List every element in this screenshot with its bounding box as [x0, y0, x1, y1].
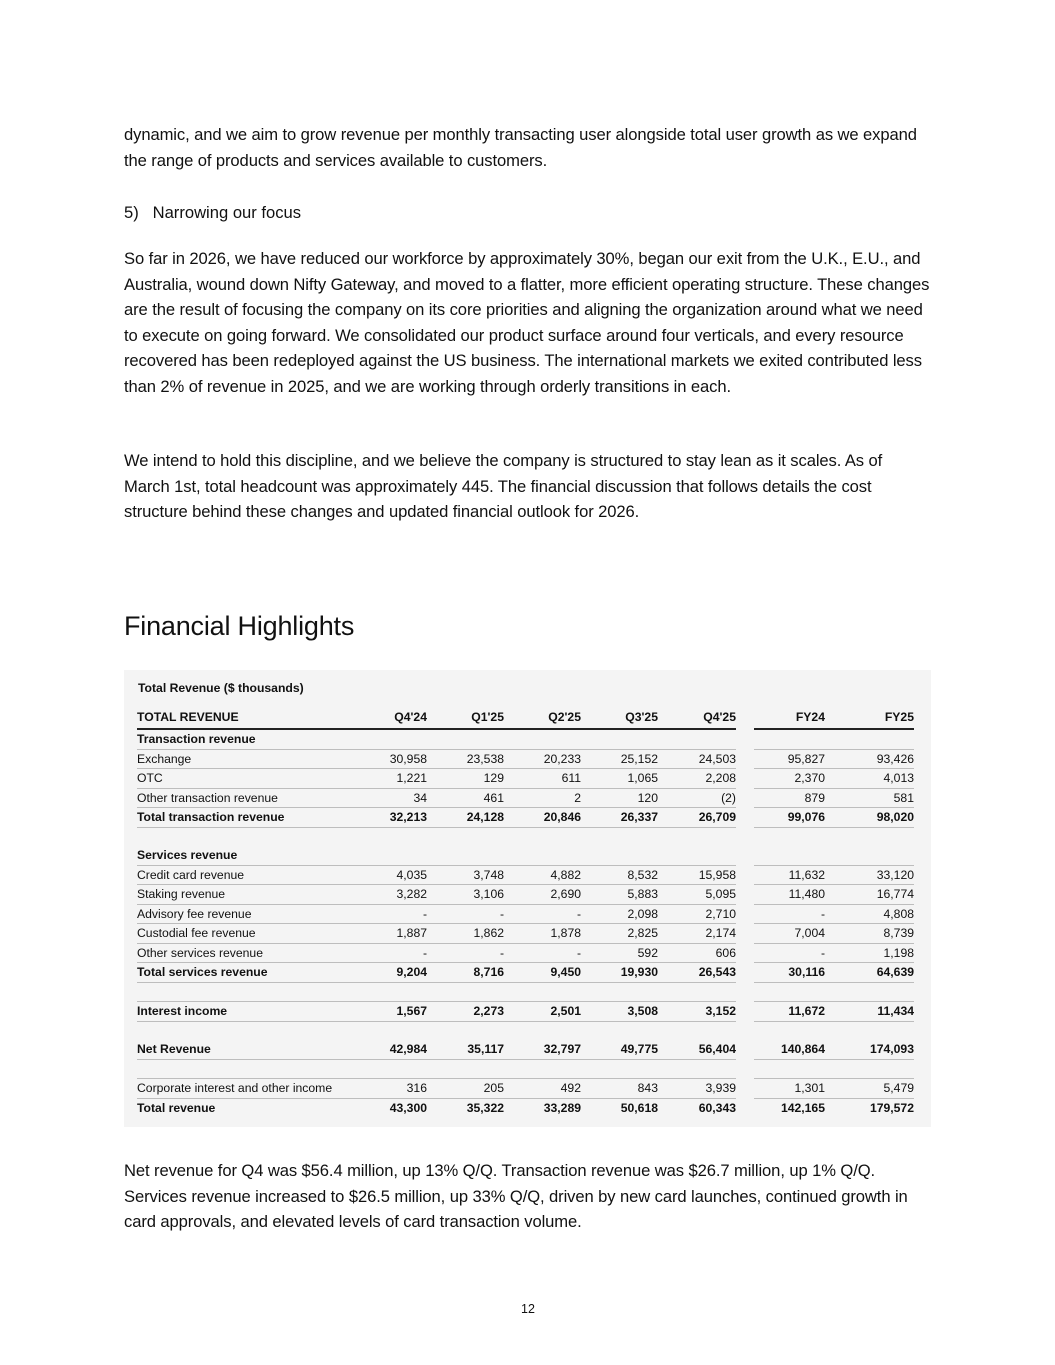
cell-quarter: 2,098	[581, 905, 658, 925]
cell-quarter: 129	[427, 769, 504, 789]
cell-fiscal-year: 11,480	[754, 885, 825, 905]
cell-quarter	[658, 1060, 736, 1080]
header-label: TOTAL REVENUE	[137, 707, 362, 730]
row-label	[137, 1022, 362, 1041]
cell-fiscal-year	[825, 1060, 914, 1080]
cell-quarter: 1,567	[362, 1002, 427, 1022]
cell-fiscal-year: 1,301	[754, 1079, 825, 1099]
cell-quarter: 30,958	[362, 750, 427, 770]
cell-quarter	[504, 983, 581, 1003]
cell-fiscal-year: 140,864	[754, 1040, 825, 1060]
cell-quarter: 8,532	[581, 866, 658, 886]
cell-quarter: 26,709	[658, 808, 736, 828]
cell-quarter: 19,930	[581, 963, 658, 983]
cell-quarter: 4,035	[362, 866, 427, 886]
cell-quarter: 32,797	[504, 1040, 581, 1060]
cell-fiscal-year: -	[754, 944, 825, 964]
cell-quarter	[581, 983, 658, 1003]
cell-quarter: 3,748	[427, 866, 504, 886]
row-label: Other services revenue	[137, 944, 362, 964]
header-q2-25: Q2'25	[504, 707, 581, 730]
cell-fiscal-year	[754, 983, 825, 1003]
table-spacer-row	[137, 983, 914, 1003]
column-gap	[736, 866, 754, 886]
cell-quarter: -	[362, 905, 427, 925]
cell-fiscal-year	[825, 828, 914, 847]
column-gap	[736, 1022, 754, 1041]
table-row	[137, 924, 914, 944]
cell-quarter: 2	[504, 789, 581, 809]
cell-quarter: 9,204	[362, 963, 427, 983]
closing-paragraph: Net revenue for Q4 was $56.4 million, up 13% Q/Q. Transaction revenue was $26.7 million, up 1% Q/Q. Services revenue increased to $26.5 million, up 33% Q/Q, driven by new card launches, continued growth in card approvals, and elevated levels of card transaction volume.	[124, 1161, 908, 1232]
revenue-table	[137, 707, 914, 1117]
cell-fiscal-year	[825, 1022, 914, 1041]
cell-fiscal-year: 99,076	[754, 808, 825, 828]
cell-fiscal-year: 8,739	[825, 924, 914, 944]
table-row	[137, 789, 914, 809]
cell-quarter: 2,710	[658, 905, 736, 925]
header-fy25: FY25	[825, 707, 914, 730]
cell-quarter	[504, 828, 581, 847]
cell-fiscal-year: 33,120	[825, 866, 914, 886]
row-label	[137, 1060, 362, 1080]
cell-quarter: 2,690	[504, 885, 581, 905]
cell-quarter: 1,065	[581, 769, 658, 789]
row-label: OTC	[137, 769, 362, 789]
section-heading: 5) Narrowing our focus	[124, 203, 302, 222]
cell-quarter	[427, 983, 504, 1003]
body-paragraph: So far in 2026, we have reduced our workforce by approximately 30%, began our exit from the U.K., E.U., and Australia, wound down Nifty Gateway, and moved to a flatter, more efficient operating structure. These changes are the result of focusing the company on its core priorities and aligning the organization around what we need to execute on going forward. We consolidated our product surface around four verticals, and every resource recovered has been redeployed against the US business. The international markets we exited contributed less than 2% of revenue in 2025, and we are working through orderly transitions in each.	[124, 249, 930, 396]
row-label: Total services revenue	[137, 963, 362, 983]
cell-quarter: 4,882	[504, 866, 581, 886]
cell-fiscal-year	[754, 1060, 825, 1080]
column-gap	[736, 1040, 754, 1060]
cell-quarter: 120	[581, 789, 658, 809]
cell-quarter: 3,282	[362, 885, 427, 905]
row-label: Total transaction revenue	[137, 808, 362, 828]
cell-fiscal-year	[754, 1022, 825, 1041]
cell-quarter: 23,538	[427, 750, 504, 770]
cell-fiscal-year: 4,808	[825, 905, 914, 925]
cell-fiscal-year: 93,426	[825, 750, 914, 770]
cell-fiscal-year: 5,479	[825, 1079, 914, 1099]
cell-fiscal-year: 879	[754, 789, 825, 809]
cell-quarter: 35,117	[427, 1040, 504, 1060]
cell-fiscal-year: 98,020	[825, 808, 914, 828]
cell-quarter: 1,862	[427, 924, 504, 944]
cell-fiscal-year: -	[754, 905, 825, 925]
table-row	[137, 769, 914, 789]
row-label: Exchange	[137, 750, 362, 770]
cell-fiscal-year	[825, 730, 914, 750]
cell-quarter	[427, 846, 504, 866]
cell-quarter	[581, 1022, 658, 1041]
cell-quarter	[362, 846, 427, 866]
cell-quarter: 35,322	[466, 1100, 504, 1115]
cell-quarter: 5,095	[658, 885, 736, 905]
cell-quarter: 24,128	[427, 808, 504, 828]
cell-quarter: 592	[581, 944, 658, 964]
cell-quarter: -	[504, 944, 581, 964]
header-q4-24: Q4'24	[362, 707, 427, 730]
cell-quarter: (2)	[658, 789, 736, 809]
cell-fiscal-year: 7,004	[754, 924, 825, 944]
cell-quarter	[581, 730, 658, 750]
intro-paragraph: dynamic, and we aim to grow revenue per monthly transacting user alongside total user growth as we expand the range of products and services available to customers.	[124, 125, 917, 170]
cell-quarter: 20,846	[504, 808, 581, 828]
header-q1-25: Q1'25	[427, 707, 504, 730]
table-spacer-row	[137, 828, 914, 847]
cell-quarter: 205	[427, 1079, 504, 1099]
cell-quarter	[658, 828, 736, 847]
column-gap	[736, 769, 754, 789]
header-fy24: FY24	[754, 707, 825, 730]
cell-quarter: -	[362, 944, 427, 964]
table-row	[137, 963, 914, 983]
cell-quarter: 33,289	[543, 1100, 581, 1115]
cell-quarter: 316	[362, 1079, 427, 1099]
cell-quarter: -	[427, 905, 504, 925]
row-label: Custodial fee revenue	[137, 924, 362, 944]
cell-quarter: 3,939	[658, 1079, 736, 1099]
table-row	[137, 1002, 914, 1022]
row-label: Advisory fee revenue	[137, 905, 362, 925]
cell-quarter	[427, 730, 504, 750]
cell-quarter: 2,174	[658, 924, 736, 944]
revenue-table-card	[124, 670, 931, 1127]
cell-quarter	[427, 828, 504, 847]
cell-quarter: 606	[658, 944, 736, 964]
cell-quarter: 26,543	[658, 963, 736, 983]
cell-quarter	[658, 846, 736, 866]
cell-quarter	[362, 730, 427, 750]
cell-quarter: 492	[504, 1079, 581, 1099]
column-gap	[736, 963, 754, 983]
cell-quarter: 611	[504, 769, 581, 789]
cell-fiscal-year: 581	[825, 789, 914, 809]
cell-quarter: 32,213	[362, 808, 427, 828]
column-gap	[736, 885, 754, 905]
cell-quarter	[362, 828, 427, 847]
cell-quarter: -	[504, 905, 581, 925]
cell-quarter: 26,337	[581, 808, 658, 828]
cell-fiscal-year: 95,827	[754, 750, 825, 770]
cell-quarter	[504, 846, 581, 866]
cell-quarter: 50,618	[620, 1100, 658, 1115]
cell-quarter	[581, 828, 658, 847]
cell-fiscal-year: 1,198	[825, 944, 914, 964]
column-gap	[736, 707, 754, 730]
cell-quarter: 461	[427, 789, 504, 809]
table-row	[137, 808, 914, 828]
cell-quarter: 24,503	[658, 750, 736, 770]
cell-quarter: 2,273	[427, 1002, 504, 1022]
cell-quarter	[362, 1022, 427, 1041]
cell-quarter: 60,343	[698, 1100, 736, 1115]
row-label: Total revenue	[137, 1100, 216, 1115]
table-row	[137, 1079, 914, 1099]
cell-fiscal-year: 16,774	[825, 885, 914, 905]
column-gap	[736, 944, 754, 964]
column-gap	[736, 1099, 754, 1118]
cell-quarter	[658, 730, 736, 750]
table-row	[137, 750, 914, 770]
table-row	[137, 905, 914, 925]
row-label: Services revenue	[137, 846, 362, 866]
cell-quarter	[581, 846, 658, 866]
table-header-row	[137, 707, 914, 730]
cell-fiscal-year	[825, 983, 914, 1003]
cell-fiscal-year: 11,672	[754, 1002, 825, 1022]
cell-quarter	[504, 1060, 581, 1080]
table-row	[137, 866, 914, 886]
cell-quarter: 8,716	[427, 963, 504, 983]
cell-fiscal-year: 174,093	[825, 1040, 914, 1060]
cell-quarter: 2,825	[581, 924, 658, 944]
cell-quarter: -	[427, 944, 504, 964]
table-row	[137, 885, 914, 905]
column-gap	[736, 1002, 754, 1022]
cell-quarter: 43,300	[389, 1100, 427, 1115]
column-gap	[736, 730, 754, 750]
cell-quarter: 34	[362, 789, 427, 809]
column-gap	[736, 905, 754, 925]
row-label: Staking revenue	[137, 885, 362, 905]
cell-quarter	[658, 1022, 736, 1041]
cell-quarter: 56,404	[658, 1040, 736, 1060]
table-row	[137, 1099, 914, 1118]
column-gap	[736, 789, 754, 809]
column-gap	[736, 750, 754, 770]
cell-quarter: 5,883	[581, 885, 658, 905]
cell-quarter: 42,984	[362, 1040, 427, 1060]
cell-fiscal-year: 4,013	[825, 769, 914, 789]
cell-fiscal-year	[754, 846, 825, 866]
cell-fiscal-year: 2,370	[754, 769, 825, 789]
cell-quarter	[362, 983, 427, 1003]
cell-quarter: 3,508	[581, 1002, 658, 1022]
row-label: Interest income	[137, 1002, 362, 1022]
header-q4-25: Q4'25	[658, 707, 736, 730]
page-number: 12	[521, 1302, 535, 1316]
cell-quarter	[504, 730, 581, 750]
table-caption: Total Revenue ($ thousands)	[138, 681, 304, 695]
column-gap	[736, 828, 754, 847]
cell-fiscal-year	[825, 846, 914, 866]
cell-quarter: 20,233	[504, 750, 581, 770]
row-label: Credit card revenue	[137, 866, 362, 886]
cell-fiscal-year: 179,572	[869, 1100, 914, 1115]
body-paragraph: We intend to hold this discipline, and we believe the company is structured to stay lean as it scales. As of March 1st, total headcount was approximately 445. The financial discussion that follows details the cost structure behind these changes and updated financial outlook for 2026.	[124, 451, 883, 522]
cell-quarter: 25,152	[581, 750, 658, 770]
cell-quarter: 1,221	[362, 769, 427, 789]
cell-quarter	[427, 1022, 504, 1041]
column-gap	[736, 846, 754, 866]
column-gap	[736, 924, 754, 944]
row-label: Net Revenue	[137, 1040, 362, 1060]
cell-fiscal-year	[754, 828, 825, 847]
row-label: Transaction revenue	[137, 730, 362, 750]
cell-quarter: 3,152	[658, 1002, 736, 1022]
row-label	[137, 983, 362, 1003]
cell-fiscal-year: 142,165	[780, 1100, 825, 1115]
table-spacer-row	[137, 1022, 914, 1041]
cell-quarter: 9,450	[504, 963, 581, 983]
cell-quarter: 3,106	[427, 885, 504, 905]
cell-quarter	[362, 1060, 427, 1080]
cell-quarter: 2,501	[504, 1002, 581, 1022]
cell-fiscal-year: 30,116	[754, 963, 825, 983]
table-row	[137, 730, 914, 750]
column-gap	[736, 1060, 754, 1080]
cell-quarter: 1,878	[504, 924, 581, 944]
cell-quarter	[658, 983, 736, 1003]
page-title: Financial Highlights	[124, 611, 355, 641]
cell-quarter	[504, 1022, 581, 1041]
table-row	[137, 846, 914, 866]
cell-quarter: 49,775	[581, 1040, 658, 1060]
cell-quarter: 843	[581, 1079, 658, 1099]
table-row	[137, 1040, 914, 1060]
cell-quarter	[581, 1060, 658, 1080]
row-label	[137, 828, 362, 847]
column-gap	[736, 983, 754, 1003]
cell-quarter: 15,958	[658, 866, 736, 886]
cell-quarter: 2,208	[658, 769, 736, 789]
row-label: Corporate interest and other income	[137, 1079, 362, 1099]
header-q3-25: Q3'25	[581, 707, 658, 730]
cell-quarter: 1,887	[362, 924, 427, 944]
column-gap	[736, 808, 754, 828]
column-gap	[736, 1079, 754, 1099]
table-row	[137, 944, 914, 964]
cell-fiscal-year: 64,639	[825, 963, 914, 983]
cell-fiscal-year: 11,434	[825, 1002, 914, 1022]
row-label: Other transaction revenue	[137, 789, 362, 809]
cell-fiscal-year	[754, 730, 825, 750]
cell-fiscal-year: 11,632	[754, 866, 825, 886]
cell-quarter	[427, 1060, 504, 1080]
table-spacer-row	[137, 1060, 914, 1080]
